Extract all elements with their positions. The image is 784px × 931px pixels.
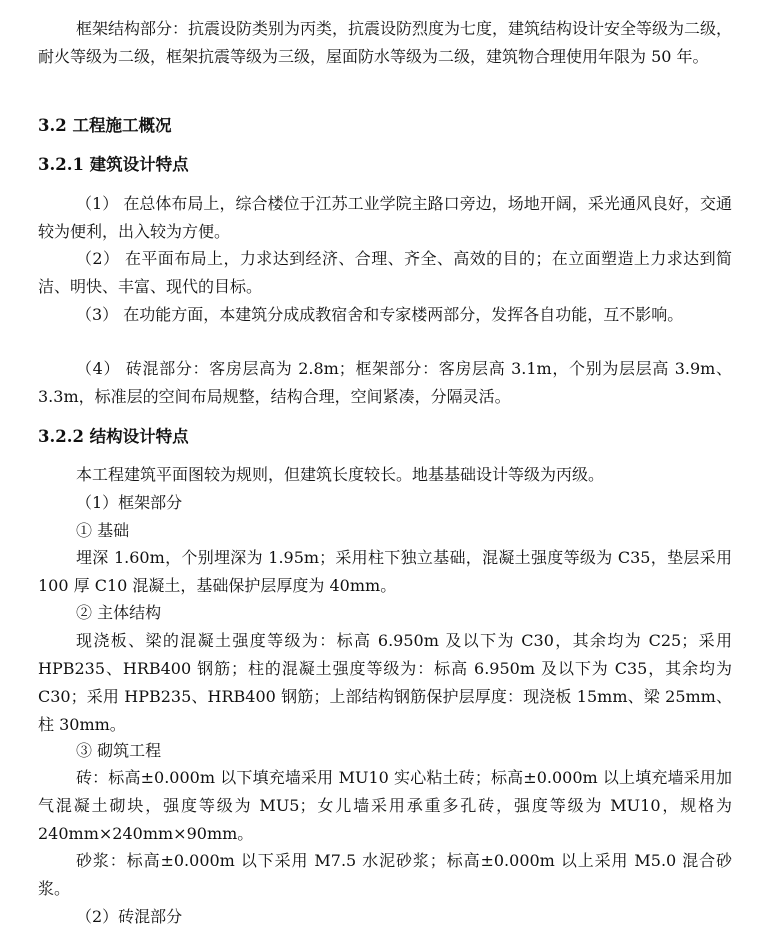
foundation-title: ① 基础	[76, 521, 130, 540]
brick-paragraph: 砖：标高±0.000m 以下填充墙采用 MU10 实心粘土砖；标高±0.000m 以上填充墙采用加气混凝土砌块，强度等级为 MU5；女儿墙采用承重多孔砖，强度等级为 MU10，规格为 240mm×240mm×90mm。	[38, 768, 732, 843]
frame-summary-paragraph: 框架结构部分：抗震设防类别为丙类，抗震设防烈度为七度，建筑结构设计安全等级为二级，耐火等级为二级，框架抗震等级为三级，屋面防水等级为二级，建筑物合理使用年限为 50 年。	[38, 19, 733, 66]
main-structure-title: ② 主体结构	[76, 603, 162, 622]
function-paragraph: （3） 在功能方面，本建筑分成成教宿舍和专家楼两部分，发挥各自功能，互不影响。	[76, 305, 684, 324]
foundation-paragraph: 埋深 1.60m，个别埋深为 1.95m；采用柱下独立基础，混凝土强度等级为 C35，垫层采用 100 厚 C10 混凝土，基础保护层厚度为 40mm。	[38, 548, 732, 595]
main-structure-paragraph: 现浇板、梁的混凝土强度等级为：标高 6.950m 及以下为 C30，其余均为 C25；采用 HPB235、HRB400 钢筋；柱的混凝土强度等级为：标高 6.950m 及以下为 C35，其余均为 C30；采用 HPB235、HRB400 钢筋；上部结构钢筋保护层厚度：现浇板 15mm、梁 25mm、柱 30mm。	[38, 631, 732, 734]
section-heading-3-2-1: 3.2.1 建筑设计特点	[38, 155, 189, 174]
plan-paragraph: （2） 在平面布局上，力求达到经济、合理、齐全、高效的目的；在立面塑造上力求达到简洁、明快、丰富、现代的目标。	[38, 249, 732, 296]
masonry-title: ③ 砌筑工程	[76, 741, 162, 760]
frame-part-label: （1）框架部分	[76, 493, 183, 512]
layout-paragraph: （1） 在总体布局上，综合楼位于江苏工业学院主路口旁边，场地开阔，采光通风良好，交通较为便利，出入较为方便。	[38, 194, 732, 241]
section-heading-3-2: 3.2 工程施工概况	[38, 116, 172, 135]
height-paragraph: （4） 砖混部分：客房层高为 2.8m；框架部分：客房层高 3.1m，个别为层层高 3.9m、3.3m，标准层的空间布局规整，结构合理，空间紧凑，分隔灵活。	[38, 359, 732, 406]
mortar-paragraph: 砂浆：标高±0.000m 以下采用 M7.5 水泥砂浆；标高±0.000m 以上采用 M5.0 混合砂浆。	[38, 851, 732, 898]
section-heading-3-2-2: 3.2.2 结构设计特点	[38, 427, 189, 446]
structure-intro-paragraph: 本工程建筑平面图较为规则，但建筑长度较长。地基基础设计等级为丙级。	[76, 465, 605, 484]
masonry-part-label: （2）砖混部分	[76, 907, 183, 926]
page-bottom-clip	[0, 900, 784, 926]
